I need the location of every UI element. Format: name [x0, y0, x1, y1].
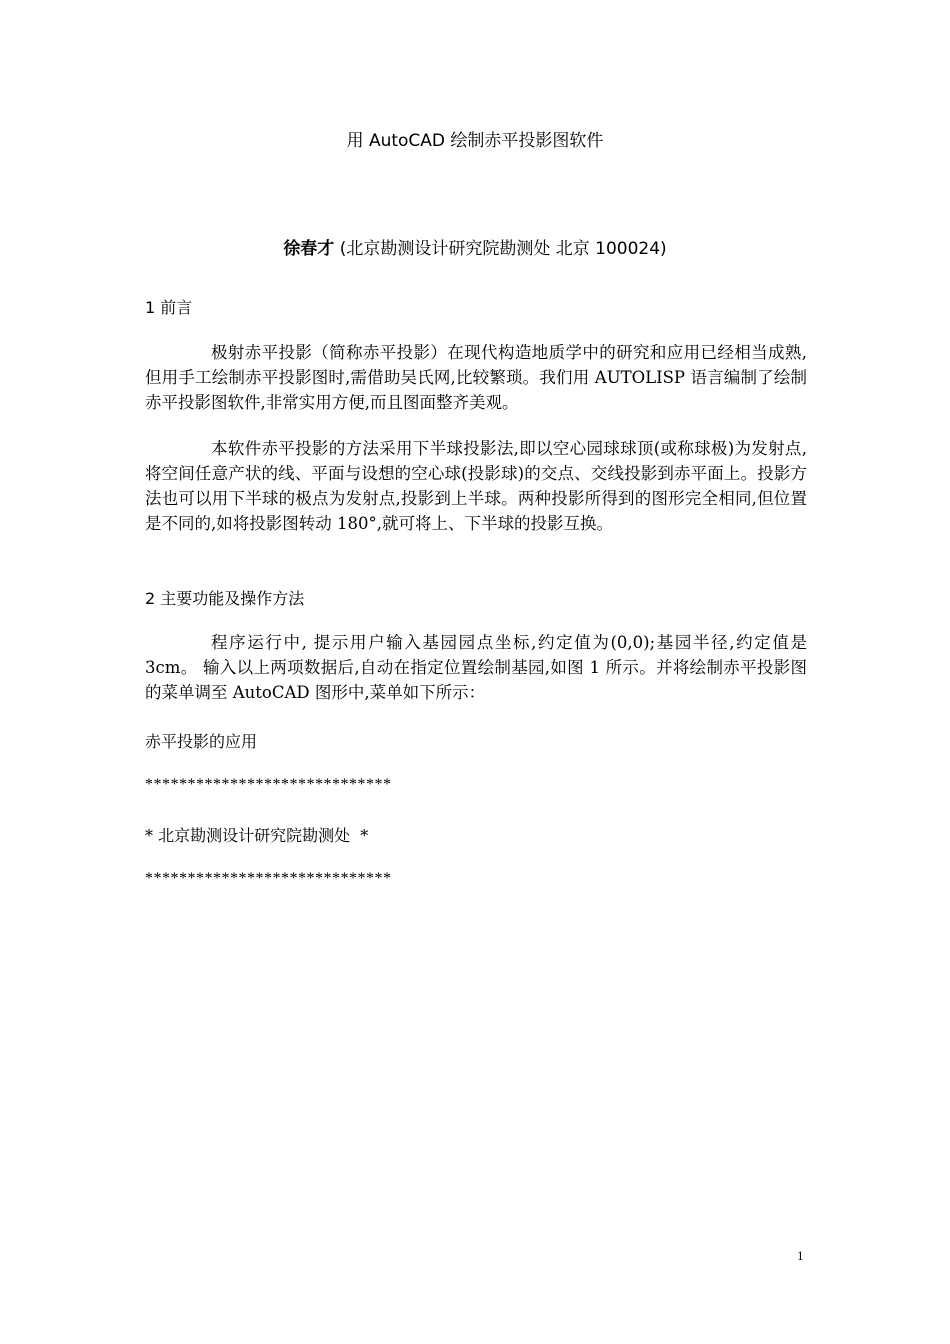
paragraph-preface-2: 本软件赤平投影的方法采用下半球投影法,即以空心园球球顶(或称球极)为发射点,将空间任意产状的线、平面与设想的空心球(投影球)的交点、交线投影到赤平面上。投影方法也可以用下半球的极点为发射点,投影到上半球。两种投影所得到的图形完全相同,但位置是不同的,如将投影图转动 180°,就可将上、下半球的投影互换。	[145, 439, 807, 533]
section-heading-functions: 2 主要功能及操作方法	[145, 589, 305, 608]
author-affiliation: (北京勘测设计研究院勘测处 北京 100024)	[339, 239, 667, 259]
author-name: 徐春才	[283, 239, 335, 259]
document-title: 用 AutoCAD 绘制赤平投影图软件	[346, 131, 604, 151]
paragraph-functions-1: 程序运行中, 提示用户输入基园园点坐标,约定值为(0,0);基园半径,约定值是 3cm。 输入以上两项数据后,自动在指定位置绘制基园,如图 1 所示。并将绘制赤平投影图的菜单调至 AutoCAD 图形中,菜单如下所示：	[145, 633, 807, 702]
paragraph-preface-1: 极射赤平投影（简称赤平投影）在现代构造地质学中的研究和应用已经相当成熟, 但用手工绘制赤平投影图时,需借助吴氏网,比较繁琐。我们用 AUTOLISP 语言编制了绘制赤平投影图软件,非常实用方便,而且图面整齐美观。	[145, 343, 807, 412]
author-line	[0, 234, 950, 259]
section-heading-preface: 1 前言	[145, 298, 193, 317]
menu-title: 赤平投影的应用	[145, 732, 258, 751]
menu-stars-top: *****************************	[145, 776, 392, 793]
menu-banner: * 北京勘测设计研究院勘测处 *	[145, 826, 369, 845]
menu-stars-bottom: *****************************	[145, 870, 392, 887]
page-number: 1	[797, 1248, 804, 1263]
